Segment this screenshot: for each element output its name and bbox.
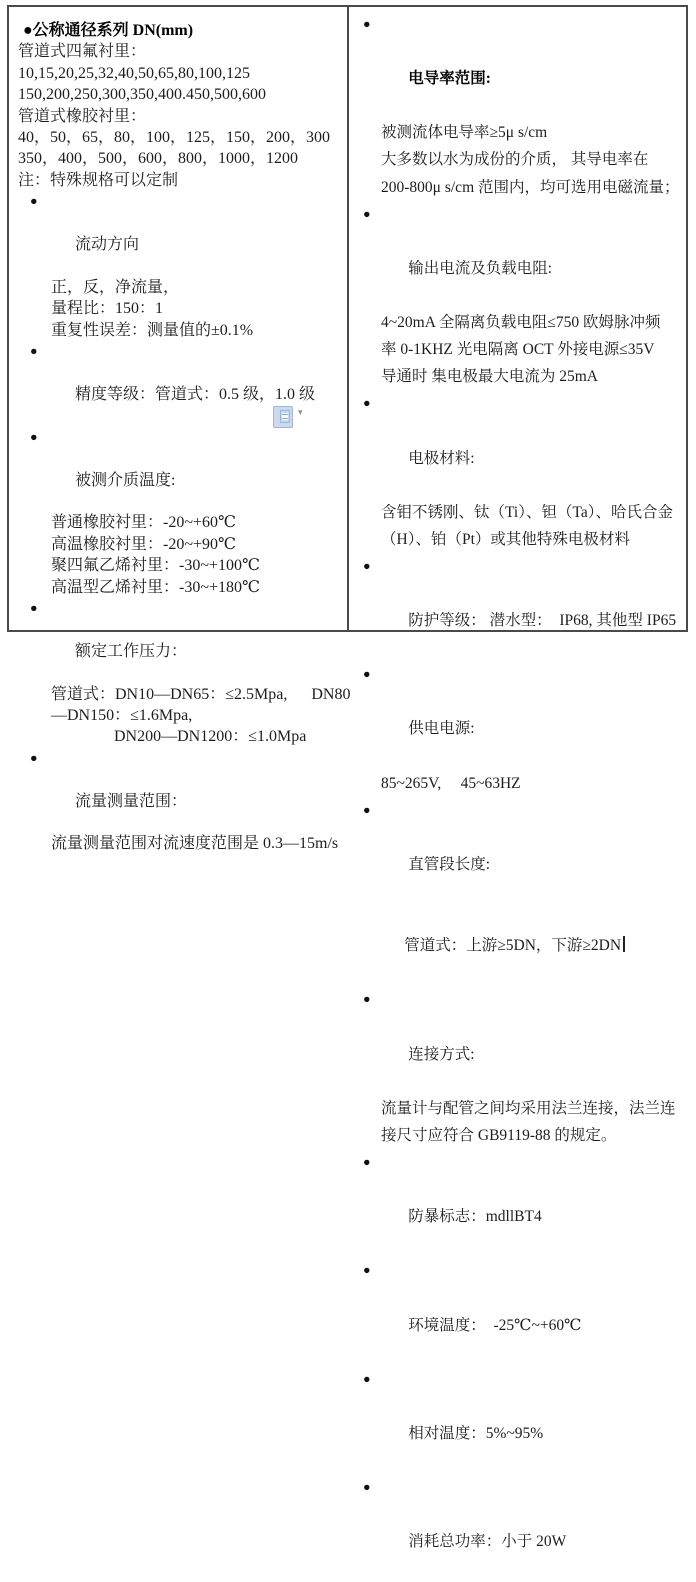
- spec-bullet-line: [18, 341, 345, 427]
- spec-line: 重复性误差：测量值的±0.1%: [51, 321, 254, 339]
- spec-bullet-line: [18, 427, 345, 513]
- spec-line: 200-800μ s/cm 范围内，均可选用电磁流量；: [381, 178, 680, 196]
- spec-line-text: 相对温度：5%~95%: [408, 1424, 544, 1442]
- spec-line-text: 供电电源:: [408, 720, 475, 738]
- bullet-icon: ●: [363, 992, 371, 1007]
- spec-line: 管道式橡胶衬里：: [18, 107, 147, 125]
- spec-line: 高温橡胶衬里：-20~+90℃: [51, 535, 236, 553]
- bullet-icon: ●: [363, 1154, 371, 1169]
- spec-column-left: [9, 7, 351, 853]
- spec-line-text: 流量测量范围：: [75, 792, 188, 810]
- spec-line-text: 被测介质温度:: [75, 471, 176, 489]
- spec-line-text: 消耗总功率：小于 20W: [408, 1533, 567, 1551]
- spec-line-text: 环境温度： -25℃~+60℃: [408, 1316, 582, 1334]
- spec-line: [349, 905, 684, 986]
- spec-line: 量程比：150：1: [51, 300, 164, 318]
- bullet-icon: ●: [363, 17, 371, 31]
- spec-line: 10,15,20,25,32,40,50,65,80,100,125: [18, 64, 250, 82]
- spec-line: 率 0-1KHZ 光电隔离 OCT 外接电源≤35V: [381, 341, 655, 359]
- spec-line-text: 管道式：上游≥5DN，下游≥2DN: [404, 937, 622, 955]
- spec-line: 含钼不锈刚、钛（Ti）、钽（Ta）、哈氏合金: [381, 503, 673, 521]
- spec-line: 350，400，500，600，800，1000，1200: [18, 150, 299, 168]
- spec-line-text: 精度等级：管道式：0.5 级，1.0 级: [75, 385, 316, 403]
- spec-line: 4~20mA 全隔离负载电阻≤750 欧姆脉冲频: [381, 314, 661, 332]
- bullet-icon: ●: [30, 429, 38, 444]
- spec-line-text: 防护等级： 潜水型： IP68, 其他型 IP65: [408, 612, 677, 630]
- spec-bullet-line: [349, 986, 684, 1094]
- bullet-icon: ●: [363, 802, 371, 817]
- spec-line-text: 额定工作压力：: [75, 642, 188, 660]
- spec-line: —DN150：≤1.6Mpa,: [51, 707, 193, 724]
- bullet-icon: ●: [30, 750, 38, 765]
- spec-bullet-line: [349, 201, 684, 309]
- bullet-icon: ●: [363, 667, 371, 682]
- spec-bullet-line: [18, 598, 345, 684]
- spec-bullet-line: [349, 553, 684, 661]
- bullet-icon: ●: [363, 1263, 371, 1278]
- spec-line: 流量测量范围对流速度范围是 0.3—15m/s: [51, 835, 339, 853]
- bullet-icon: ●: [30, 344, 38, 359]
- bullet-icon: ●: [363, 558, 371, 573]
- spec-line-text: 输出电流及负载电阻:: [408, 259, 553, 277]
- spec-table: [7, 5, 688, 1551]
- section-heading-nominal-diameter: ●公称通径系列 DN(mm): [23, 22, 194, 39]
- spec-line: 管道式：DN10—DN65：≤2.5Mpa, DN80: [51, 685, 351, 703]
- spec-line-text: 防暴标志：mdllBT4: [408, 1208, 542, 1226]
- spec-bullet-line: [349, 1257, 684, 1365]
- spec-bullet-line: [349, 11, 684, 119]
- spec-line: 正，反，净流量，: [51, 278, 180, 296]
- bullet-icon: ●: [30, 194, 38, 209]
- spec-line: 大多数以水为成份的介质， 其导电率在: [381, 151, 649, 169]
- paste-icon-page: [280, 410, 290, 423]
- spec-line-text: 流动方向: [75, 236, 140, 254]
- spec-bullet-line: [18, 191, 345, 277]
- bullet-icon: ●: [363, 206, 371, 221]
- paste-options-icon[interactable]: [273, 406, 293, 428]
- spec-line: 150,200,250,300,350,400.450,500,600: [18, 86, 266, 104]
- spec-line: 被测流体电导率≥5μ s/cm: [381, 124, 548, 142]
- spec-line: 流量计与配管之间均采用法兰连接，法兰连: [381, 1099, 676, 1117]
- spec-line: 导通时 集电极最大电流为 25mA: [381, 368, 599, 386]
- spec-bullet-line: [349, 1366, 684, 1474]
- spec-bullet-line: [349, 797, 684, 905]
- spec-column-right: [347, 7, 686, 1551]
- spec-bullet-line: [18, 748, 345, 834]
- bullet-icon: ●: [363, 396, 371, 411]
- spec-line: 注：特殊规格可以定制: [18, 171, 179, 189]
- spec-bullet-line: [349, 661, 684, 769]
- spec-line: （H）、铂（Pt）或其他特殊电极材料: [381, 530, 630, 548]
- spec-bullet-line: [349, 390, 684, 498]
- spec-line: 接尺寸应符合 GB9119-88 的规定。: [381, 1126, 617, 1144]
- dropdown-arrow-icon[interactable]: ▾: [298, 408, 303, 418]
- bullet-icon: ●: [363, 1371, 371, 1386]
- spec-line: 管道式四氟衬里：: [18, 43, 147, 61]
- spec-line: 85~265V, 45~63HZ: [381, 774, 521, 792]
- spec-line-text: 连接方式:: [408, 1045, 475, 1063]
- text-cursor: [623, 936, 625, 952]
- spec-line-text: 直管段长度:: [408, 855, 491, 873]
- spec-line: 聚四氟乙烯衬里：-30~+100℃: [51, 557, 260, 575]
- spec-bullet-line: [349, 1474, 684, 1582]
- bullet-icon: ●: [363, 1480, 371, 1495]
- spec-line: 40，50，65，80，100，125，150，200，300: [18, 129, 331, 147]
- spec-line: 普通橡胶衬里：-20~+60℃: [51, 514, 236, 532]
- section-heading-conductivity: 电导率范围:: [408, 70, 491, 88]
- spec-line: DN200—DN1200：≤1.0Mpa: [114, 728, 307, 746]
- spec-bullet-line: [349, 1149, 684, 1257]
- bullet-icon: ●: [30, 600, 38, 615]
- spec-line: 高温型乙烯衬里：-30~+180℃: [51, 578, 260, 596]
- spec-line-text: 电极材料:: [408, 449, 475, 467]
